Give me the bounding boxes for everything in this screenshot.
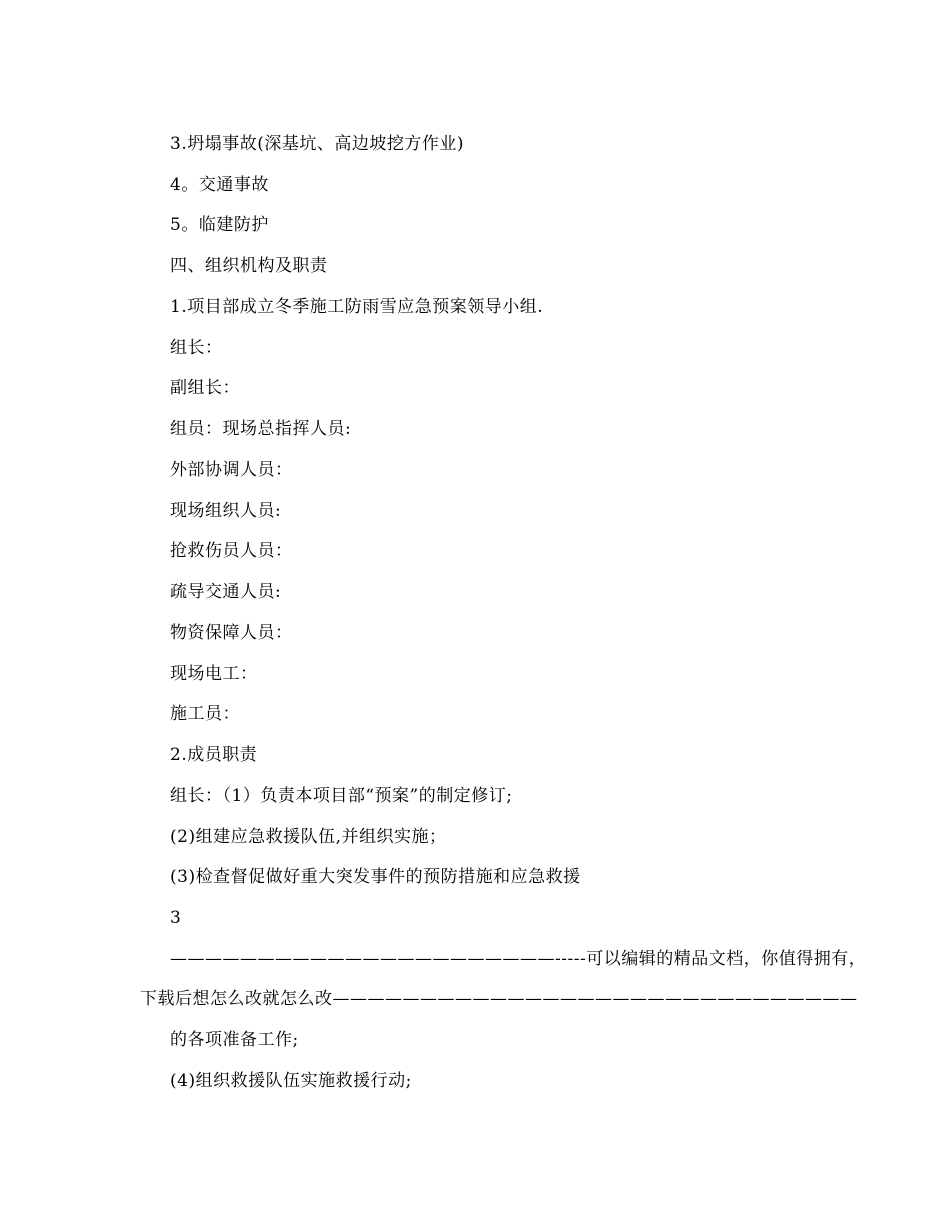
text-line-leader-duty-1: 组长：（1）负责本项目部“预案”的制定修订; [170,786,513,806]
text-line-collapse-accident: 3.坍塌事故(深基坑、高边坡挖方作业) [170,134,464,154]
text-line-duty-2: (2)组建应急救援队伍,并组织实施； [170,827,447,847]
text-line-duty-4: (4)组织救援队伍实施救援行动; [170,1071,412,1091]
text-line-electrician: 现场电工： [170,664,258,684]
text-line-preparation: 的各项准备工作; [170,1030,299,1050]
text-line-duty-3: (3)检查督促做好重大突发事件的预防措施和应急救援 [170,867,581,887]
text-line-member-duties: 2.成员职责 [170,745,258,765]
watermark-line-1: ——————————————————————-----可以编辑的精品文档，你值得拥有， [170,949,867,969]
watermark-line-2: 下载后想怎么改就怎么改—————————————————————————————— [140,989,858,1009]
page-number: 3 [170,908,182,928]
text-line-members: 组员：现场总指挥人员: [170,419,352,439]
text-line-site-organization: 现场组织人员: [170,501,282,521]
section-heading-organization: 四、组织机构及职责 [170,256,328,276]
text-line-construction-worker: 施工员： [170,704,240,724]
text-line-supply-personnel: 物资保障人员： [170,623,293,643]
text-line-traffic-personnel: 疏导交通人员: [170,582,282,602]
text-line-external-coordination: 外部协调人员： [170,460,293,480]
text-line-rescue-personnel: 抢救伤员人员： [170,541,293,561]
text-line-traffic-accident: 4。交通事故 [170,175,269,195]
text-line-deputy-leader: 副组长： [170,378,240,398]
text-line-leader: 组长： [170,338,223,358]
text-line-temporary-protection: 5。临建防护 [170,215,269,235]
text-line-leadership-group: 1.项目部成立冬季施工防雨雪应急预案领导小组. [170,297,544,317]
